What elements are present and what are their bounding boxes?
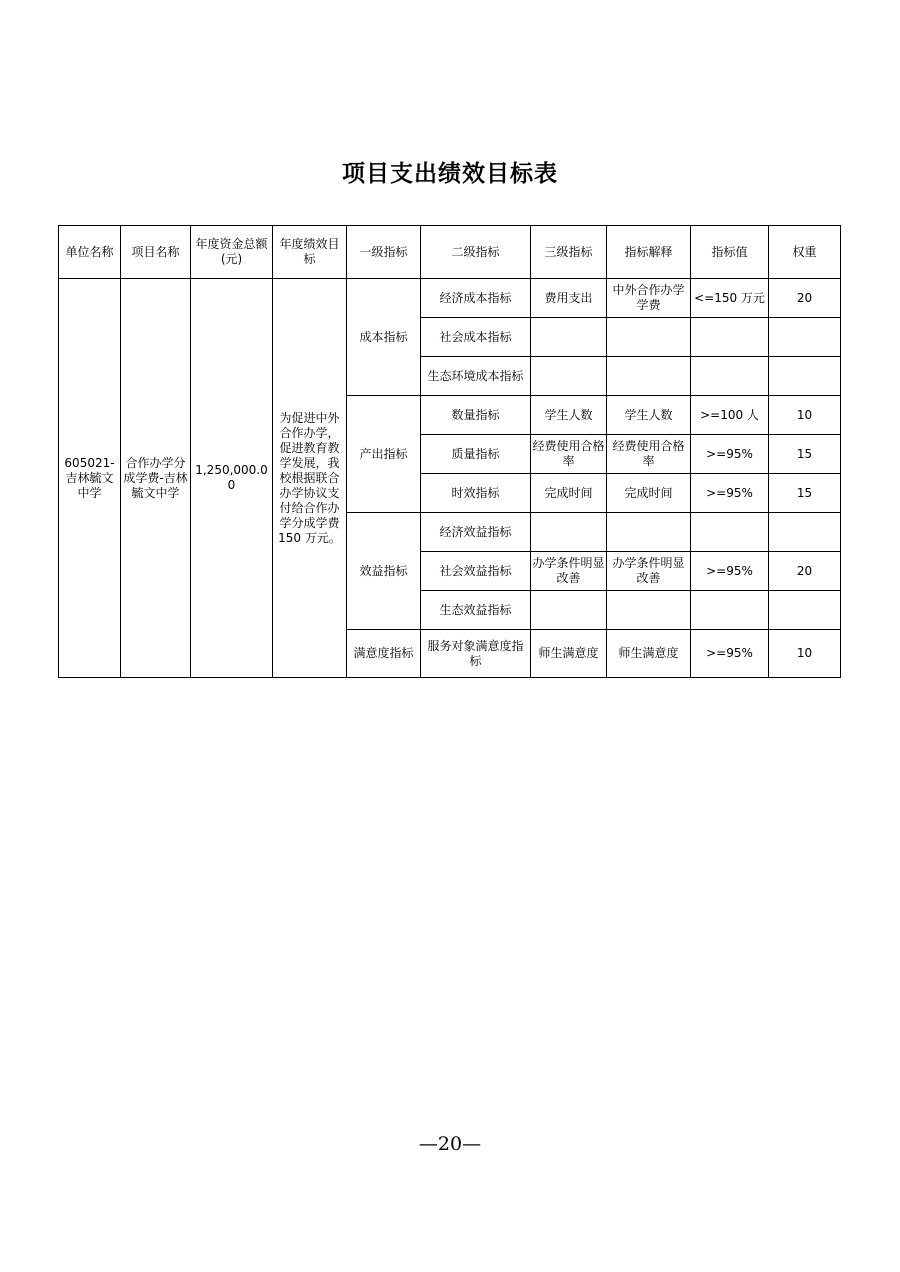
explain-cell [607, 513, 691, 552]
header-project-name: 项目名称 [121, 226, 191, 279]
level1-cell: 产出指标 [347, 396, 421, 513]
level2-cell: 生态环境成本指标 [421, 357, 531, 396]
weight-cell [769, 591, 841, 630]
value-cell: <=150 万元 [691, 279, 769, 318]
explain-cell [607, 318, 691, 357]
level2-cell: 质量指标 [421, 435, 531, 474]
level2-cell: 服务对象满意度指标 [421, 630, 531, 678]
weight-cell: 15 [769, 435, 841, 474]
weight-cell: 10 [769, 630, 841, 678]
level2-cell: 数量指标 [421, 396, 531, 435]
level1-cell: 效益指标 [347, 513, 421, 630]
project-name-cell: 合作办学分成学费-吉林毓文中学 [121, 279, 191, 678]
weight-cell [769, 513, 841, 552]
explain-cell: 办学条件明显改善 [607, 552, 691, 591]
level1-cell: 满意度指标 [347, 630, 421, 678]
value-cell [691, 591, 769, 630]
level3-cell: 费用支出 [531, 279, 607, 318]
weight-cell [769, 318, 841, 357]
level1-cell: 成本指标 [347, 279, 421, 396]
header-annual-funds: 年度资金总额(元) [191, 226, 273, 279]
explain-cell [607, 357, 691, 396]
level3-cell [531, 318, 607, 357]
value-cell: >=95% [691, 552, 769, 591]
weight-cell [769, 357, 841, 396]
level2-cell: 社会成本指标 [421, 318, 531, 357]
level2-cell: 时效指标 [421, 474, 531, 513]
performance-target-table [58, 225, 841, 678]
level2-cell: 经济效益指标 [421, 513, 531, 552]
header-level1: 一级指标 [347, 226, 421, 279]
value-cell: >=95% [691, 630, 769, 678]
unit-name-cell: 605021-吉林毓文中学 [59, 279, 121, 678]
value-cell [691, 513, 769, 552]
level3-cell: 办学条件明显改善 [531, 552, 607, 591]
level3-cell: 学生人数 [531, 396, 607, 435]
header-level3: 三级指标 [531, 226, 607, 279]
header-weight: 权重 [769, 226, 841, 279]
table-row [59, 279, 841, 318]
weight-cell: 20 [769, 279, 841, 318]
explain-cell: 学生人数 [607, 396, 691, 435]
level3-cell: 经费使用合格率 [531, 435, 607, 474]
value-cell: >=100 人 [691, 396, 769, 435]
value-cell [691, 318, 769, 357]
level2-cell: 生态效益指标 [421, 591, 531, 630]
level3-cell [531, 357, 607, 396]
explain-cell: 师生满意度 [607, 630, 691, 678]
explain-cell: 经费使用合格率 [607, 435, 691, 474]
level3-cell [531, 591, 607, 630]
explain-cell [607, 591, 691, 630]
header-level2: 二级指标 [421, 226, 531, 279]
level2-cell: 经济成本指标 [421, 279, 531, 318]
header-unit-name: 单位名称 [59, 226, 121, 279]
header-value: 指标值 [691, 226, 769, 279]
value-cell: >=95% [691, 435, 769, 474]
level3-cell [531, 513, 607, 552]
weight-cell: 20 [769, 552, 841, 591]
level3-cell: 完成时间 [531, 474, 607, 513]
annual-funds-cell: 1,250,000.00 [191, 279, 273, 678]
level3-cell: 师生满意度 [531, 630, 607, 678]
page-number: —20— [418, 1133, 482, 1155]
value-cell [691, 357, 769, 396]
annual-goal-cell: 为促进中外合作办学，促进教育教学发展，我校根据联合办学协议支付给合作办学分成学费 150 万元。 [273, 279, 347, 678]
explain-cell: 中外合作办学学费 [607, 279, 691, 318]
level2-cell: 社会效益指标 [421, 552, 531, 591]
explain-cell: 完成时间 [607, 474, 691, 513]
page-title: 项目支出绩效目标表 [342, 161, 558, 187]
header-annual-goal: 年度绩效目标 [273, 226, 347, 279]
weight-cell: 10 [769, 396, 841, 435]
header-explain: 指标解释 [607, 226, 691, 279]
value-cell: >=95% [691, 474, 769, 513]
weight-cell: 15 [769, 474, 841, 513]
